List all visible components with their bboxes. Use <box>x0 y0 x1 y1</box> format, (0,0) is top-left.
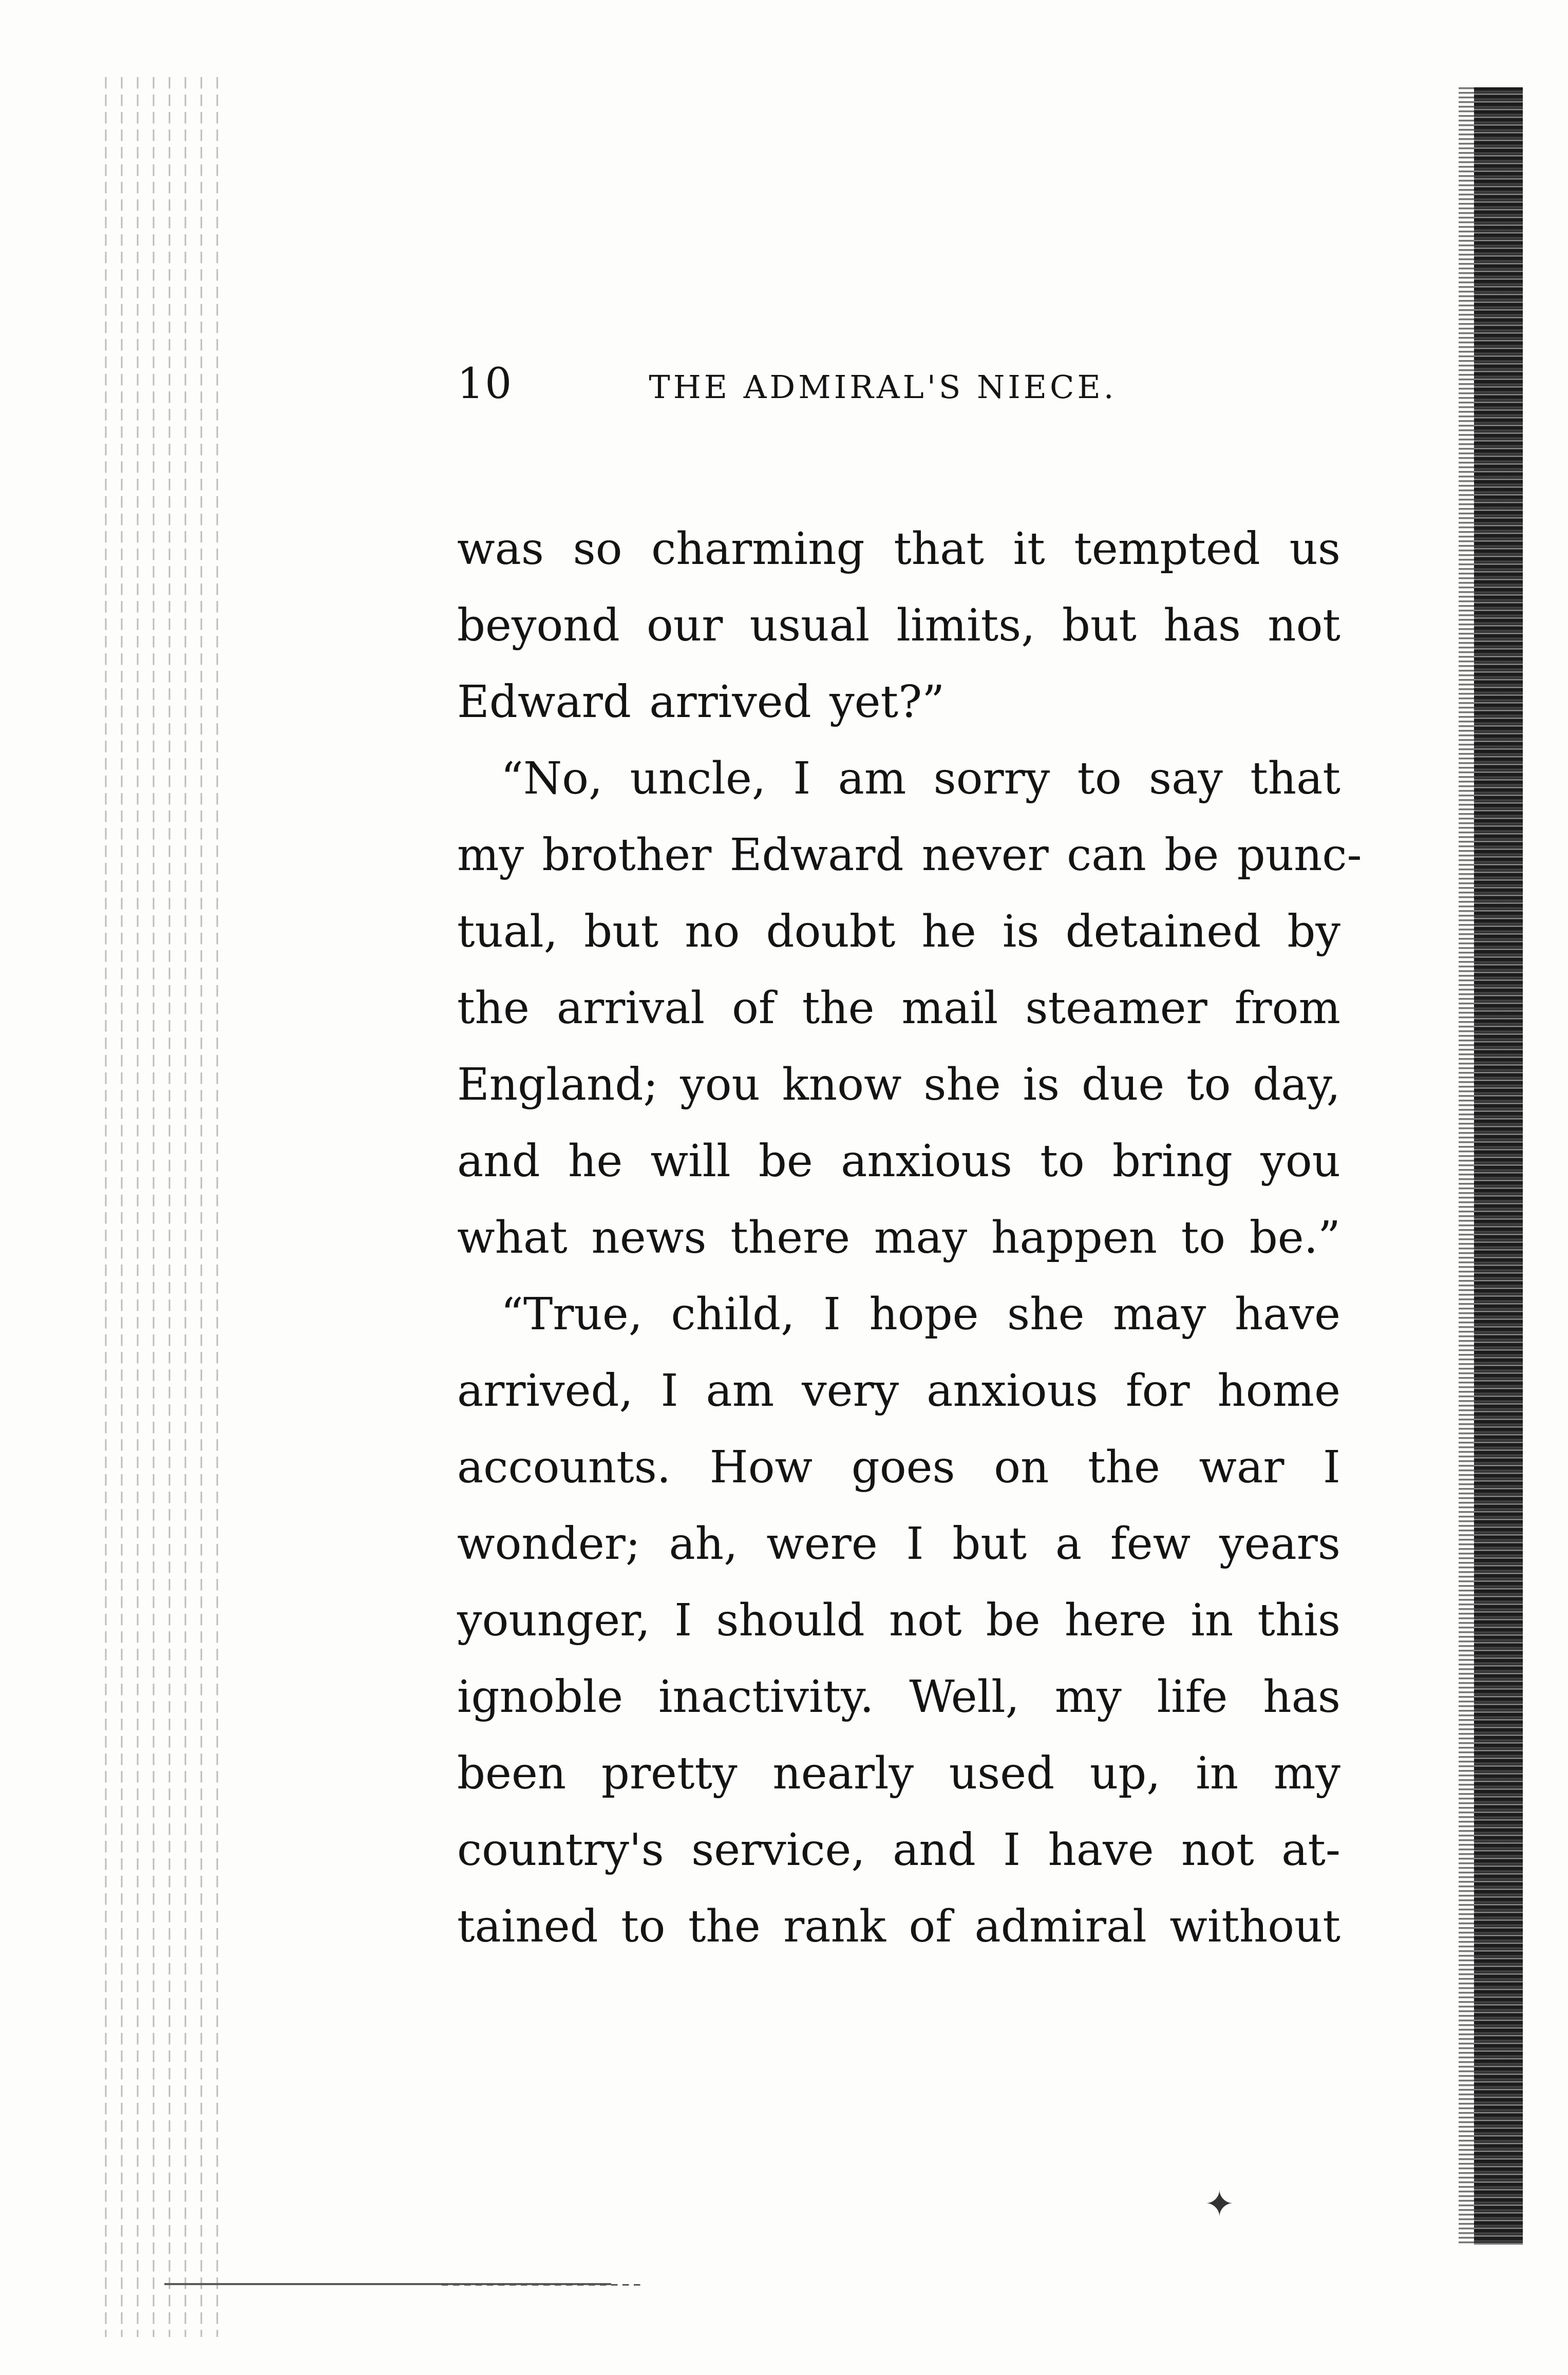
text-line: tual, but no doubt he is detained by <box>457 906 1340 957</box>
ink-mark-icon: ✦ <box>1204 2183 1235 2225</box>
scan-bottom-dashes <box>442 2284 642 2286</box>
text-line: Edward arrived yet?” <box>457 676 945 728</box>
text-line: wonder; ah, were I but a few years <box>457 1518 1340 1570</box>
text-line: country's service, and I have not at- <box>457 1824 1340 1876</box>
text-line: younger, I should not be here in this <box>457 1595 1340 1646</box>
text-line: “True, child, I hope she may have <box>501 1289 1340 1340</box>
text-line: accounts. How goes on the war I <box>457 1442 1340 1493</box>
text-line: and he will be anxious to bring you <box>457 1136 1340 1187</box>
text-line: “No, uncle, I am sorry to say that <box>501 753 1340 804</box>
body-text <box>457 511 1362 1965</box>
text-line: England; you know she is due to day, <box>457 1059 1340 1110</box>
running-title: THE ADMIRAL'S NIECE. <box>649 368 1117 406</box>
text-line: ignoble inactivity. Well, my life has <box>457 1671 1340 1723</box>
text-line: beyond our usual limits, but has not <box>457 600 1340 651</box>
text-line: tained to the rank of admiral without <box>457 1901 1340 1952</box>
text-line: my brother Edward never can be punc- <box>457 830 1362 881</box>
text-line: been pretty nearly used up, in my <box>457 1748 1340 1799</box>
page-number: 10 <box>457 360 513 408</box>
scan-right-edge <box>1474 87 1523 2245</box>
scan-left-edge <box>98 77 231 2337</box>
text-line: was so charming that it tempted us <box>457 523 1340 575</box>
text-line: arrived, I am very anxious for home <box>457 1365 1340 1417</box>
running-head <box>457 360 1356 416</box>
text-line: the arrival of the mail steamer from <box>457 983 1340 1034</box>
text-line: what news there may happen to be.” <box>457 1212 1340 1264</box>
